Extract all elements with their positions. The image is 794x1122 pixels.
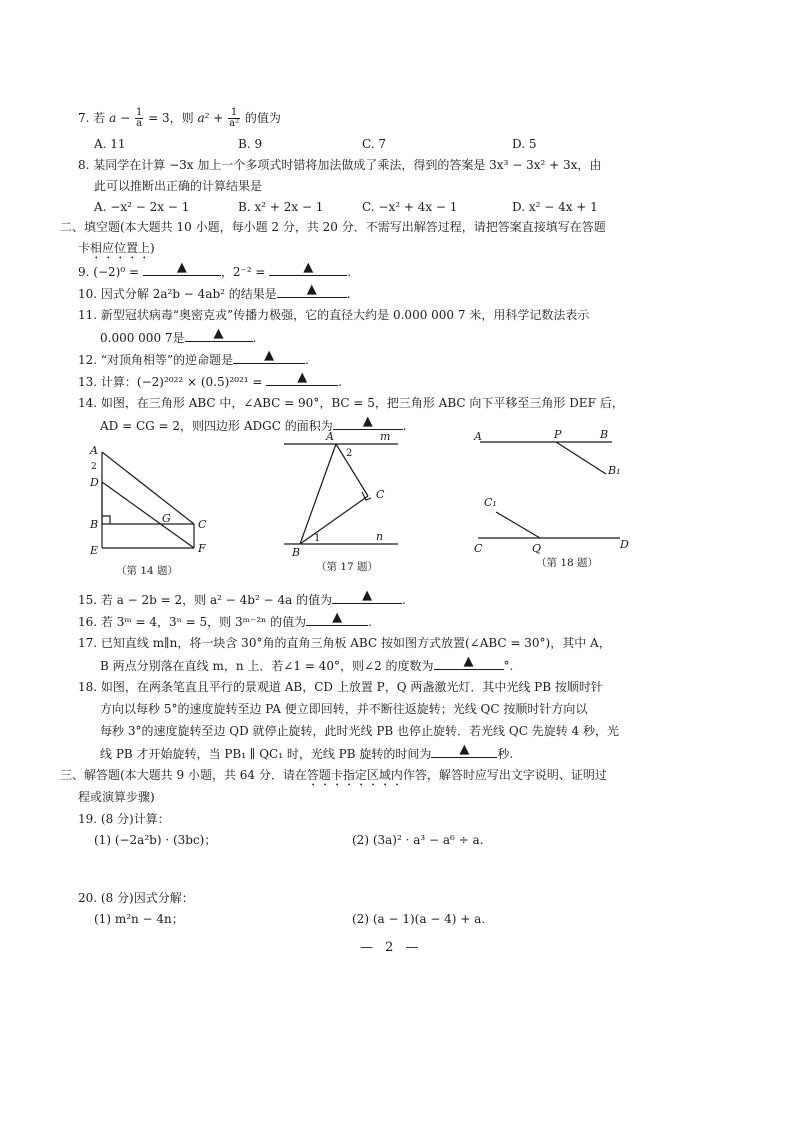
label-B1: B₁ <box>608 464 621 477</box>
section2-heading-cont: 卡相应位置上) <box>78 241 155 255</box>
label-m: m <box>380 430 391 443</box>
answer-blank[interactable]: ▲ <box>306 613 368 626</box>
answer-blank[interactable]: ▲ <box>185 329 253 342</box>
answer-blank[interactable]: ▲ <box>332 591 402 604</box>
q7-option-a: A. 11 <box>94 137 126 151</box>
q19-part2: (2) (3a)² · a³ − a⁶ ÷ a. <box>352 833 484 847</box>
answer-blank[interactable]: ▲ <box>277 285 347 298</box>
q7-option-b: B. 9 <box>238 137 263 151</box>
section3-heading: 三、解答题(本大题共 9 小题，共 64 分．请在答题卡指定区域内作答，解答时应写出文字说明、证明过 <box>60 768 607 782</box>
q11-line2: 0.000 000 7是 ▲ . <box>100 326 257 345</box>
q8-option-b: B. x² + 2x − 1 <box>238 200 324 214</box>
figure-18 <box>470 426 640 576</box>
q20-title: 20. (8 分)因式分解： <box>78 891 194 905</box>
label-C: C <box>198 518 207 531</box>
label-D: D <box>620 538 629 551</box>
answer-blank[interactable]: ▲ <box>333 417 403 430</box>
label-Q: Q <box>532 542 542 555</box>
q8-option-c: C. −x² + 4x − 1 <box>362 200 458 214</box>
q10: 10. 因式分解 2a²b − 4ab² 的结果是 ▲ . <box>78 282 351 301</box>
q8-line1: 8. 某同学在计算 −3x 加上一个多项式时错将加法做成了乘法，得到的答案是 3x³ − 3x² + 3x，由 <box>78 158 602 172</box>
q18-line2: 方向以每秒 5°的速度旋转至边 PA 便立即回转，并不断往返旋转；光线 QC 按顺时针方向以 <box>100 702 588 716</box>
label-B: B <box>90 518 99 531</box>
figure-17 <box>280 426 410 578</box>
label-2: 2 <box>91 462 97 472</box>
q19-title: 19. (8 分)计算： <box>78 812 170 826</box>
answer-blank[interactable]: ▲ <box>431 745 497 758</box>
q8-option-d: D. x² − 4x + 1 <box>512 200 598 214</box>
q12: 12. “对顶角相等”的逆命题是 ▲ . <box>78 348 309 367</box>
q18-line3: 每秒 3°的速度旋转至边 QD 就停止旋转，此时光线 PB 也停止旋转．若光线 QC 先旋转 4 秒，光 <box>100 724 619 738</box>
q15: 15. 若 a − 2b = 2，则 a² − 4b² − 4a 的值为 ▲ . <box>78 588 406 607</box>
q8-line2: 此可以推断出正确的计算结果是 <box>94 179 263 193</box>
q18-line4: 线 PB 才开始旋转，当 PB₁ ∥ QC₁ 时，光线 PB 旋转的时间为 ▲ 秒. <box>100 742 514 761</box>
label-B: B <box>292 546 301 559</box>
label-F: F <box>198 542 206 555</box>
figure-14-caption: （第 14 题） <box>116 565 179 577</box>
label-C: C <box>376 488 385 501</box>
q7-fraction-2: $\frac{1}{\text{a²}}$ <box>229 107 240 129</box>
q17-line2: B 两点分别落在直线 m，n 上．若∠1 = 40°，则∠2 的度数为 ▲ °. <box>100 654 514 673</box>
answer-blank[interactable]: ▲ <box>266 373 338 386</box>
q7-option-d: D. 5 <box>512 137 537 151</box>
q7-fraction: $\frac{1}{a}$ <box>135 107 143 129</box>
label-B: B <box>600 428 609 441</box>
figure-17-caption: （第 17 题） <box>316 561 379 573</box>
answer-blank[interactable]: ▲ <box>269 263 347 276</box>
answer-blank[interactable]: ▲ <box>233 351 305 364</box>
page-number: — 2 — <box>360 940 423 955</box>
q17-line1: 17. 已知直线 m∥n，将一块含 30°角的直角三角板 ABC 按如图方式放置(∠ABC = 30°)，其中 A， <box>78 636 611 650</box>
figure-14 <box>82 440 222 586</box>
answer-blank[interactable]: ▲ <box>143 263 221 276</box>
q9: 9. (−2)⁰ = ▲ ，2⁻² = ▲ . <box>78 260 352 279</box>
label-D: D <box>90 476 99 489</box>
q19-part1: (1) (−2a²b) · (3bc)； <box>94 833 217 847</box>
label-angle-2: 2 <box>346 448 353 459</box>
q8-option-a: A. −x² − 2x − 1 <box>94 200 190 214</box>
q20-part1: (1) m²n − 4n； <box>94 912 184 926</box>
label-C1: C₁ <box>484 496 497 509</box>
label-A: A <box>326 430 334 443</box>
q13: 13. 计算：(−2)²⁰²² × (0.5)²⁰²¹ = ▲ . <box>78 370 343 389</box>
figure-18-caption: （第 18 题） <box>536 557 599 569</box>
label-C: C <box>474 542 483 555</box>
section2-heading: 二、填空题(本大题共 10 小题，每小题 2 分，共 20 分．不需写出解答过程，请把答案直接填写在答题 <box>60 220 606 234</box>
label-angle-1: 1 <box>314 533 321 544</box>
label-A: A <box>474 430 482 443</box>
q11-line1: 11. 新型冠状病毒“奥密克戎”传播力极强，它的直径大约是 0.000 000 7 米，用科学记数法表示 <box>78 308 590 322</box>
q7-option-c: C. 7 <box>362 137 387 151</box>
q18-line1: 18. 如图，在两条笔直且平行的景观道 AB，CD 上放置 P，Q 两盏激光灯．其中光线 PB 按顺时针 <box>78 680 603 694</box>
label-A: A <box>90 444 98 457</box>
q14-line1: 14. 如图，在三角形 ABC 中，∠ABC = 90°，BC = 5，把三角形 ABC 向下平移至三角形 DEF 后， <box>78 396 624 410</box>
q14-line2: AD = CG = 2，则四边形 ADGC 的面积为 ▲ . <box>100 414 407 433</box>
answer-blank[interactable]: ▲ <box>434 657 504 670</box>
label-n: n <box>376 530 384 543</box>
q7-stem: 7. 若 a − $\frac{1}{a}$ = 3，则 a² + $\frac{1}{\text{a²}}$ 的值为 <box>78 107 281 129</box>
label-G: G <box>162 512 171 525</box>
q20-part2: (2) (a − 1)(a − 4) + a. <box>352 912 486 926</box>
label-P: P <box>554 428 562 441</box>
section3-heading-cont: 程或演算步骤) <box>78 790 155 804</box>
q16: 16. 若 3ᵐ = 4，3ⁿ = 5，则 3ᵐ⁻²ⁿ 的值为 ▲ . <box>78 610 372 629</box>
label-E: E <box>90 544 99 557</box>
